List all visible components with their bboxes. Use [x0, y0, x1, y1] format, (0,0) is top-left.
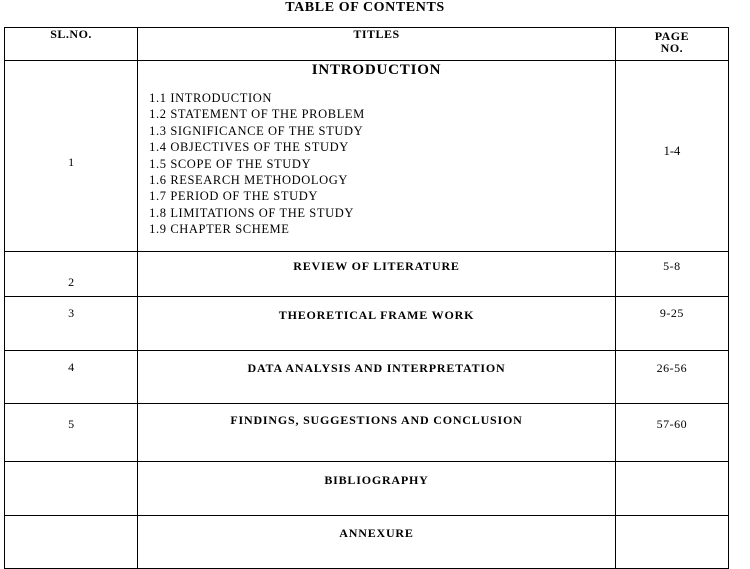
- row-title-cell: [138, 61, 616, 252]
- subsection-item: 1.5 SCOPE OF THE STUDY: [149, 156, 312, 171]
- table-row: [5, 61, 729, 252]
- chapter-title: DATA ANALYSIS AND INTERPRETATION: [138, 351, 616, 404]
- row-pages: 26-56: [615, 351, 728, 404]
- subsection-item: 1.6 RESEARCH METHODOLOGY: [149, 173, 348, 188]
- subsection-item: 1.4 OBJECTIVES OF THE STUDY: [149, 140, 349, 155]
- chapter-title: REVIEW OF LITERATURE: [138, 252, 616, 297]
- table-of-contents: [4, 27, 729, 569]
- subsection-item: 1.9 CHAPTER SCHEME: [149, 222, 290, 237]
- header-titles: TITLES: [138, 28, 616, 61]
- table-row: [5, 351, 729, 404]
- header-sl-no: SL.NO.: [5, 28, 138, 61]
- table-row: [5, 297, 729, 351]
- row-pages: 9-25: [615, 297, 728, 351]
- subsection-item: 1.2 STATEMENT OF THE PROBLEM: [149, 107, 365, 122]
- subsection-item: 1.3 SIGNIFICANCE OF THE STUDY: [149, 123, 364, 138]
- row-sl-no: [5, 516, 138, 569]
- chapter-title: BIBLIOGRAPHY: [138, 462, 616, 516]
- row-sl-no: 3: [5, 297, 138, 351]
- row-sl-no: 1: [5, 61, 138, 252]
- table-row: [5, 252, 729, 297]
- subsection-item: 1.1 INTRODUCTION: [149, 91, 272, 105]
- row-sl-no: [5, 462, 138, 516]
- table-row: [5, 516, 729, 569]
- header-page-no-line1: PAGE: [654, 29, 690, 43]
- row-sl-no: 2: [5, 252, 138, 297]
- row-sl-no: 4: [5, 351, 138, 404]
- subsection-item: 1.8 LIMITATIONS OF THE STUDY: [149, 205, 354, 220]
- chapter-title: FINDINGS, SUGGESTIONS AND CONCLUSION: [138, 404, 616, 462]
- subsection-list: [149, 90, 615, 238]
- row-pages: [615, 516, 728, 569]
- table-row: [5, 404, 729, 462]
- table-row: [5, 462, 729, 516]
- row-pages: 5-8: [615, 252, 728, 297]
- chapter-title: INTRODUCTION: [311, 62, 442, 78]
- row-pages: 1-4: [615, 61, 728, 252]
- table-header-row: [5, 28, 729, 61]
- header-page-no: [615, 28, 728, 61]
- row-sl-no: 5: [5, 404, 138, 462]
- document-title: TABLE OF CONTENTS: [285, 0, 445, 15]
- header-page-no-line2: NO.: [660, 41, 684, 55]
- chapter-title: ANNEXURE: [138, 516, 616, 569]
- row-pages: [615, 462, 728, 516]
- chapter-title: THEORETICAL FRAME WORK: [138, 297, 616, 351]
- subsection-item: 1.7 PERIOD OF THE STUDY: [149, 189, 318, 204]
- row-pages: 57-60: [615, 404, 728, 462]
